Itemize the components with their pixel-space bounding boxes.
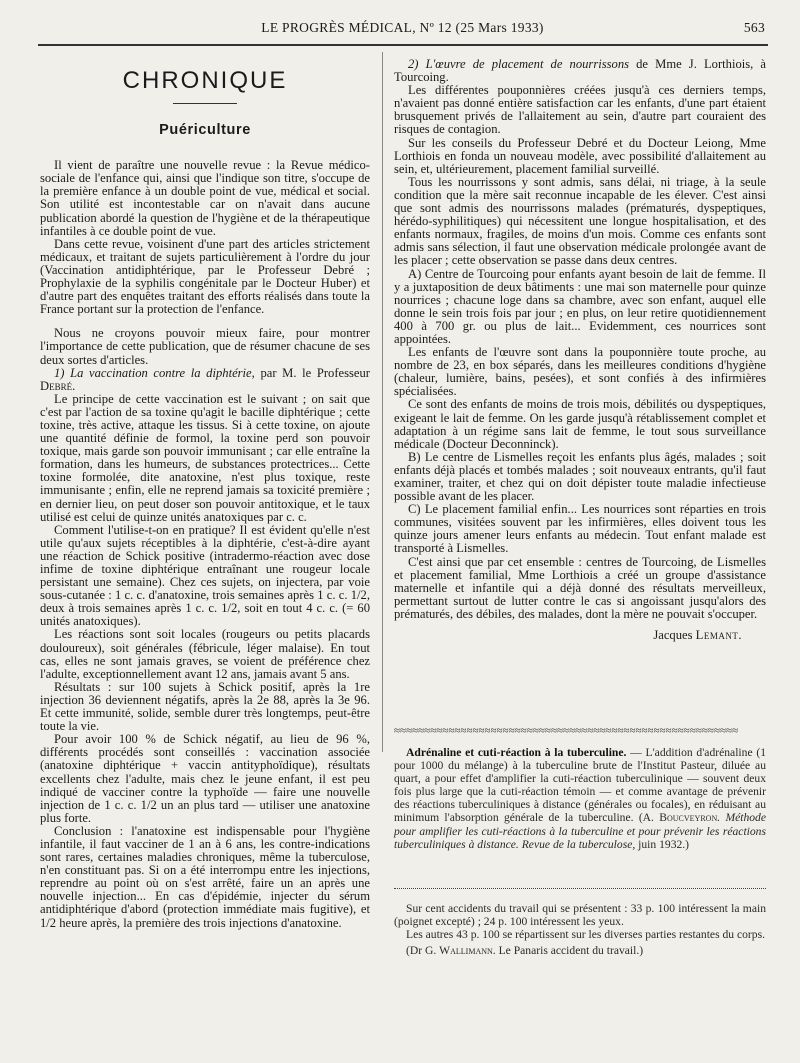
paragraph: Nous ne croyons pouvoir mieux faire, pour montrer l'importance de cette publication, que de résumer chacune de ses deux sortes d'articles.	[40, 326, 370, 367]
paragraph: Il vient de paraître une nouvelle revue : la Revue médico-sociale de l'enfance qui, ainsi que l'indique son titre, s'occupe de la première enfance à un double point de vue, médical et social. Son utilité est incontestable car on n'avait dans aucune publication abordé la question de l'hygiène et de la thérapeutique infantiles à ce double point de vue.	[40, 158, 370, 238]
ornament-divider: ≈≈≈≈≈≈≈≈≈≈≈≈≈≈≈≈≈≈≈≈≈≈≈≈≈≈≈≈≈≈≈≈≈≈≈≈≈≈≈≈≈≈≈≈≈≈≈≈≈≈≈≈≈≈≈≈≈	[394, 725, 739, 737]
left-column	[40, 60, 370, 930]
paragraph: Les réactions sont soit locales (rougeurs ou petits placards douloureux), soit générales (fébricule, léger malaise). En tout cas, elles ne sont jamais graves, se voient de préférence chez l'adulte, exceptionnellement avant 12 ans, jamais avant 5 ans.	[40, 627, 370, 681]
journal-title: LE PROGRÈS MÉDICAL, Nº 12 (25 Mars 1933)	[261, 20, 544, 35]
paragraph: Sur cent accidents du travail qui se présentent : 33 p. 100 intéressent la main (poignet excepté) ; 24 p. 100 intéressent les yeux.	[394, 902, 766, 929]
column-divider	[382, 52, 383, 752]
subsection-2-title: 2) L'œuvre de placement de nourrissons	[408, 57, 630, 71]
paragraph: Les enfants de l'œuvre sont dans la pouponnière toute proche, au nombre de 23, en box séparés, dans les meilleures conditions d'hygiène (chaleur, lumière, bains, pesées), et sont confiés à des infirmières spécialisées.	[394, 345, 766, 399]
note-reference: . Méthode pour amplifier les cuti-réactions à la tuberculine et pour prévenir les réactions tuberculiniques à distance. Revue de la tuberculose,	[394, 811, 767, 851]
paragraph: Le principe de cette vaccination est le suivant ; on sait que c'est par l'action de sa toxine qu'agit le bacille diphtérique ; cette toxine, très active, attaque les tissus. Si à cette toxine, on ajoute une quantité définie de formol, la toxine perd son pouvoir toxique, mais garde son pouvoir immunisant ; car elle entraîne la formation, dans les humeurs, de substances protectrices... Cette toxine formolée, dite anatoxine, n'est plus toxique, reste immunisante ; enfin, elle ne reprend jamais sa toxicité première ; en dernier lieu, on peut doser son pouvoir antitoxique, et le taux utilisé est celui de quinze unités anatoxiques par c. c.	[40, 391, 370, 524]
paragraph: Dans cette revue, voisinent d'une part des articles strictement médicaux, et traitant de sujets particulièrement à l'ordre du jour (Vaccination antidiphtérique, par le Professeur Debré ; Prophylaxie de la syphilis congénitale par le Docteur Huber) et d'autre part des enquêtes traitant des efforts réalisés dans toute la France portant sur la protection de l'enfance.	[40, 236, 370, 317]
subsection-2-heading: 2) L'œuvre de placement de nourrissons de Mme J. Lorthiois, à Tourcoing.	[394, 57, 766, 85]
paragraph: C) Le placement familial enfin... Les nourrices sont réparties en trois communes, visitées souvent par les infirmières, elles doivent tous les quinze jours amener leurs enfants au médecin. Tout enfant malade est transporté à Lismelles.	[394, 502, 766, 556]
header-rule	[38, 44, 768, 46]
section-title: Puériculture	[159, 122, 251, 139]
heading-rule	[173, 103, 237, 104]
paragraph: Résultats : sur 100 sujets à Schick positif, après la 1re injection 36 deviennent négatifs, après la 2e 88, après la 3e 96. Et cette immunité, solide, semble durer très longtemps, peut-être toute la vie.	[40, 679, 370, 734]
paragraph: Ce sont des enfants de moins de trois mois, débilités ou dyspeptiques, exigeant le lait de femme. On les garde jusqu'à rétablissement complet et adaptation à un régime sans lait de femme, le tout sous surveillance médicale (Docteur Deconninck).	[394, 397, 766, 451]
paragraph: Conclusion : l'anatoxine est indispensable pour l'hygiène infantile, il faut vacciner de 1 an à 6 ans, les contre-indications sont rares, certaines maladies chroniques, même la tuberculose, n'en constituant pas. Si on a été interrompu entre les injections, reprendre au point où on s'est arrêté, faire un an après une nouvelle injection... En cas d'épidémie, injecter du sérum antidiphtérique d'abord (protection immédiate mais fugitive), et 1/2 heure après, la première des trois injections d'anatoxine.	[40, 823, 370, 930]
dotted-divider	[394, 888, 766, 889]
signature: Jacques Lemant.	[653, 628, 742, 643]
accidents-note	[394, 902, 766, 957]
right-column	[394, 58, 766, 642]
paragraph: Les différentes pouponnières créées jusqu'à ces derniers temps, n'avaient pas donné entière satisfaction car les enfants, d'une part étaient brusquement privés de l'allaitement au sein, d'autre part couraient des risques de contagion.	[394, 83, 766, 137]
note-author: Boucveyron	[659, 811, 718, 825]
subsection-1-heading: 1) La vaccination contre la diphtérie, par M. le Professeur Debré.	[40, 365, 370, 393]
paragraph: Tous les nourrissons y sont admis, sans délai, ni triage, à la seule condition que la mère sait reconnue incapable de les élever. C'est ainsi que sont admis des nourrissons malades (prématurés, dyspeptiques, hérédo-syphilitiques) qui nécessitent une longue hospitalisation, et des enfants normaux, fragiles, de moins d'un mois. Comme ces enfants sont admis sans sélection, il faut une observation médicale prolongée avant de les placer ; cette observation se passe dans deux centres.	[394, 174, 766, 268]
paragraph: C'est ainsi que par cet ensemble : centres de Tourcoing, de Lismelles et placement familial, Mme Lorthiois a créé un groupe d'assistance maternelle et infantile qui a déjà donné des résultats merveilleux, permettant surtout de lutter contre le cas si angoissant jusqu'alors des prématurés, des débiles, des malades, dont la mère ne pouvait s'occuper.	[394, 554, 766, 621]
paragraph: Les autres 43 p. 100 se répartissent sur les diverses parties restantes du corps.	[406, 928, 765, 942]
paragraph: A) Centre de Tourcoing pour enfants ayant besoin de lait de femme. Il y a juxtaposition de deux bâtiments : une mai son maternelle pour quinze nourrices ; chacune loge dans sa chambre, avec son enfant, auquel elle donne le sein trois fois par jour ; en plus, on leur retire quotidiennement 400 à 700 gr. ou plus de lait... Evidemment, ces nourrices sont appointées.	[394, 266, 766, 346]
note-title: Adrénaline et cuti-réaction à la tuberculine.	[406, 746, 627, 759]
accidents-source: (Dr G. Wallimann. Le Panaris accident du travail.)	[406, 943, 644, 957]
paragraph: Comment l'utilise-t-on en pratique? Il est évident qu'elle n'est utile qu'aux sujets réceptibles à la diphtérie, c'est-à-dire ayant une réaction de Schick positive (intradermo-réaction avec dose infime de toxine diphtérique entraînant une rougeur locale persistant une semaine). Chez ces sujets, on injectera, par voie sous-cutanée : 1 c. c. d'anatoxine, trois semaines après 1 c. c. 1/2, deux à trois semaines après 1 c. c. 1/2, soit en tout 4 c. c. (= 60 unités anatoxiques).	[40, 522, 370, 629]
chronique-heading: CHRONIQUE	[122, 67, 288, 94]
subsection-1-title: 1) La vaccination contre la diphtérie,	[54, 365, 255, 380]
paragraph: Sur les conseils du Professeur Debré et du Docteur Leiong, Mme Lorthiois en fonda un nouveau modèle, avec possibilité d'allaitement au sein, et, ultérieurement, placement familial surveillé.	[394, 135, 766, 176]
page-header	[40, 20, 765, 40]
page-number: 563	[743, 20, 765, 35]
paragraph: Pour avoir 100 % de Schick négatif, au lieu de 96 %, différents procédés sont conseillés : vaccination associée (anatoxine diphtérique + vaccin antityphoïdique), résultats excellents chez l'adulte, mais chez le jeune enfant, il est peu indiqué de vacciner contre la typhoïde — faire une nouvelle injection de 1 c. c. 1/2 un an plus tard — utiliser une anatoxine plus forte.	[40, 732, 370, 825]
paragraph: B) Le centre de Lismelles reçoit les enfants plus âgés, malades ; soit enfants déjà placés et tombés malades ; soit nouveaux entrants, qu'il faut examiner, traiter, et chez qui on doit dépister toute maladie infectieuse possible avant de les placer.	[394, 449, 766, 504]
author-name: Debré.	[40, 378, 76, 393]
adrenaline-note: Adrénaline et cuti-réaction à la tuberculine. — L'addition d'adrénaline (1 pour 1000 du mélange) à la tuberculine brute de l'Institut Pasteur, diluée au quart, a pour effet d'amplifier la cuti-réaction tuberculinique — souvent deux fois plus large que la cuti-réaction témoin — et comme avantage de prévenir des réactions tuberculiniques à distance (générales ou focales), en réduisant au minimum l'absorption générale de la tuberculine. (A. Boucveyron. Méthode pour amplifier les cuti-réactions à la tuberculine et pour prévenir les réactions tuberculiniques à distance. Revue de la tuberculose, juin 1932.)	[394, 746, 767, 851]
